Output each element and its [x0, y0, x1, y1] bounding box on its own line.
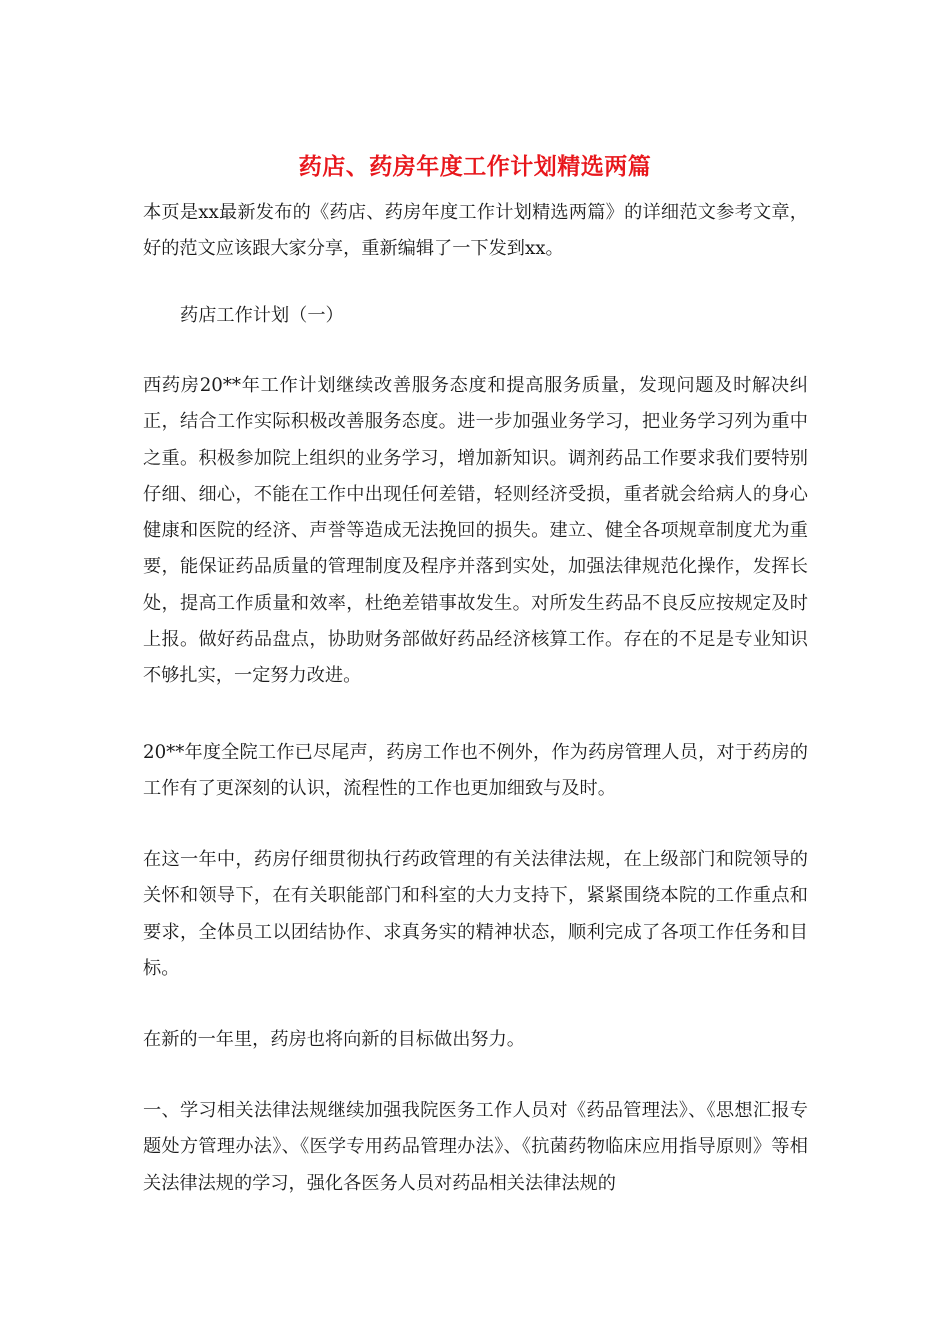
- intro-paragraph: 本页是xx最新发布的《药店、药房年度工作计划精选两篇》的详细范文参考文章，好的范文应该跟大家分享，重新编辑了一下发到xx。: [143, 202, 808, 260]
- body-paragraph: 20**年度全院工作已尽尾声，药房工作也不例外，作为药房管理人员，对于药房的工作有了更深刻的认识，流程性的工作也更加细致与及时。: [143, 742, 808, 800]
- document-title: 药店、药房年度工作计划精选两篇: [298, 153, 652, 180]
- section-subheading: 药店工作计划（一）: [180, 305, 344, 326]
- body-paragraph: 一、学习相关法律法规继续加强我院医务工作人员对《药品管理法》、《思想汇报专题处方管理办法》、《医学专用药品管理办法》、《抗菌药物临床应用指导原则》等相关法律法规的学习，强化各医务人员对药品相关法律法规的: [143, 1100, 808, 1194]
- body-paragraph: 在这一年中，药房仔细贯彻执行药政管理的有关法律法规，在上级部门和院领导的关怀和领导下，在有关职能部门和科室的大力支持下，紧紧围绕本院的工作重点和要求，全体员工以团结协作、求真务实的精神状态，顺利完成了各项工作任务和目标。: [143, 849, 808, 979]
- body-paragraph: 西药房20**年工作计划继续改善服务态度和提高服务质量，发现问题及时解决纠正，结合工作实际积极改善服务态度。进一步加强业务学习，把业务学习列为重中之重。积极参加院上组织的业务学习，增加新知识。调剂药品工作要求我们要特别仔细、细心，不能在工作中出现任何差错，轻则经济受损，重者就会给病人的身心健康和医院的经济、声誉等造成无法挽回的损失。建立、健全各项规章制度尤为重要，能保证药品质量的管理制度及程序并落到实处，加强法律规范化操作，发挥长处，提高工作质量和效率，杜绝差错事故发生。对所发生药品不良反应按规定及时上报。做好药品盘点，协助财务部做好药品经济核算工作。存在的不足是专业知识不够扎实，一定努力改进。: [143, 375, 808, 687]
- body-paragraph: 在新的一年里，药房也将向新的目标做出努力。: [143, 1029, 525, 1050]
